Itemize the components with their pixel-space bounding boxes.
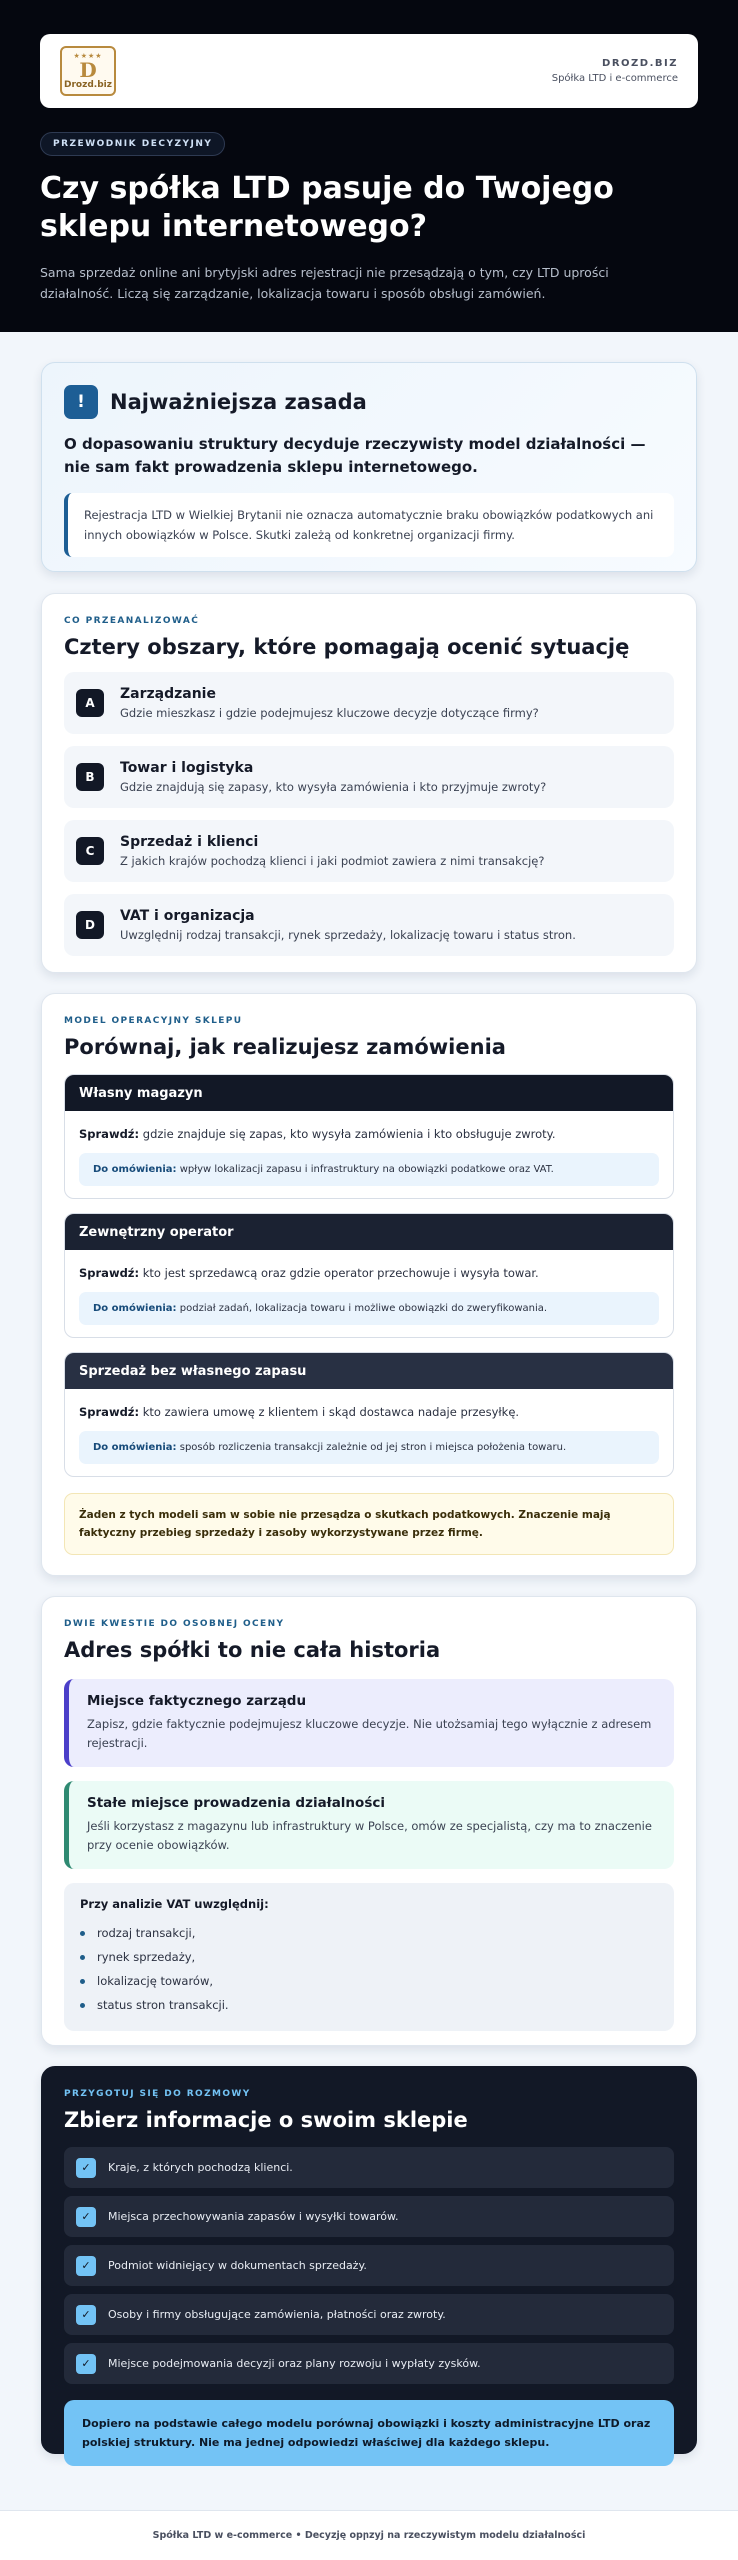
vat-box [64, 1883, 674, 2031]
area-description: Z jakich krajów pochodzą klienci i jaki podmiot zawiera z nimi transakcję? [120, 854, 545, 868]
model-header: Zewnętrzny operator [65, 1214, 673, 1250]
check-text: kto zawiera umowę z klientem i skąd dostawca nadaje przesyłkę. [142, 1405, 520, 1419]
checkmark-icon[interactable]: ✓ [76, 2256, 96, 2276]
area-description: Uwzględnij rodzaj transakcji, rynek sprzedaży, lokalizację towaru i status stron. [120, 928, 576, 942]
bullet-icon [80, 2003, 85, 2008]
hero [0, 0, 738, 332]
brand-info [552, 58, 678, 84]
checklist-item-label: Miejsca przechowywania zapasów i wysyłki towarów. [108, 2210, 399, 2223]
area-item [64, 746, 674, 808]
area-description: Gdzie znajdują się zapasy, kto wysyła zamówienia i kto przyjmuje zwroty? [120, 780, 547, 794]
impact-label: Do omówienia: [93, 1442, 177, 1453]
checklist-item[interactable] [64, 2343, 674, 2384]
list-item [80, 1921, 658, 1945]
check-text: kto jest sprzedawcą oraz gdzie operator przechowuje i wysyła towar. [142, 1266, 539, 1280]
model-panel [64, 1352, 674, 1477]
list-item [80, 1969, 658, 1993]
checklist-item[interactable] [64, 2147, 674, 2188]
brand-bar [40, 34, 698, 108]
footer-text: Spółka LTD w e-commerce • Decyzję opրzyj na rzeczywistym modelu działalności [152, 2530, 586, 2541]
callout-description: Zapisz, gdzie faktycznie podejmujesz kluczowe decyzje. Nie utożsamiaj tego wyłącznie z adresem rejestracji. [87, 1717, 652, 1750]
vat-title: Przy analizie VAT uwzględnij: [80, 1897, 269, 1911]
area-title: Towar i logistyka [120, 760, 254, 776]
checkmark-icon[interactable]: ✓ [76, 2207, 96, 2227]
vat-list [80, 1921, 658, 2017]
area-title: VAT i organizacja [120, 908, 255, 924]
model-check [65, 1111, 673, 1141]
hero-badge: PRZEWODNIK DECYZYJNY [40, 132, 225, 156]
checklist-item-label: Podmiot widniejący w dokumentach sprzedaży. [108, 2259, 367, 2272]
checklist-card [41, 2066, 697, 2454]
models-title: Porównaj, jak realizujesz zamówienia [64, 1035, 506, 1059]
address-eyebrow: DWIE KWESTIE DO OSOBNEJ OCENY [64, 1619, 285, 1629]
brand-subtitle: Spółka LTD i e-commerce [551, 73, 678, 84]
address-card [41, 1596, 697, 2046]
checklist-eyebrow: PRZYGOTUJ SIĘ DO ROZMOWY [64, 2089, 251, 2099]
area-item [64, 672, 674, 734]
area-letter-badge: C [76, 837, 104, 865]
checklist-note: Dopiero na podstawie całego modelu porównaj obowiązki i koszty administracyjne LTD oraz polskiej struktury. Nie ma jednej odpowiedzi właściwej dla każdego sklepu. [64, 2400, 674, 2466]
area-item [64, 894, 674, 956]
address-title: Adres spółki to nie cała historia [64, 1638, 441, 1662]
checklist-item[interactable] [64, 2196, 674, 2237]
area-letter-badge: B [76, 763, 104, 791]
model-impact [79, 1153, 659, 1186]
check-label: Sprawdź: [79, 1266, 140, 1280]
list-item [80, 1945, 658, 1969]
checkmark-icon[interactable]: ✓ [76, 2354, 96, 2374]
brand-logo[interactable] [60, 46, 116, 96]
area-letter-badge: A [76, 689, 104, 717]
list-item-text: rynek sprzedaży, [97, 1950, 196, 1964]
area-letter-badge: D [76, 911, 104, 939]
brand-name: DROZD.BIZ [602, 58, 678, 69]
check-label: Sprawdź: [79, 1405, 140, 1419]
principle-header [64, 385, 674, 419]
model-header: Sprzedaż bez własnego zapasu [65, 1353, 673, 1389]
checklist-item-label: Miejsce podejmowania decyzji oraz plany rozwoju i wypłaty zysków. [108, 2357, 481, 2370]
areas-eyebrow: CO PRZEANALIZOWAĆ [64, 616, 200, 626]
hero-lead: Sama sprzedaż online ani brytyjski adres rejestracji nie przesądzają o tym, czy LTD uprości działalność. Liczą się zarządzanie, lokalizacja towaru i sposób obsługi zamówień. [40, 265, 609, 301]
area-item [64, 820, 674, 882]
list-item-text: status stron transakcji. [97, 1998, 229, 2012]
principle-title: Najważniejsza zasada [110, 390, 367, 414]
area-description: Gdzie mieszkasz i gdzie podejmujesz kluczowe decyzje dotyczące firmy? [120, 706, 539, 720]
list-item-text: lokalizację towarów, [97, 1974, 214, 1988]
areas-card [41, 593, 697, 973]
model-header: Własny magazyn [65, 1075, 673, 1111]
models-card [41, 993, 697, 1576]
checklist-item-label: Kraje, z których pochodzą klienci. [108, 2161, 293, 2174]
principle-card [41, 362, 697, 572]
check-text: gdzie znajduje się zapas, kto wysyła zamówienia i kto obsługuje zwroty. [142, 1127, 556, 1141]
area-title: Sprzedaż i klienci [120, 834, 259, 850]
callout-title: Stałe miejsce prowadzenia działalności [87, 1795, 385, 1811]
bullet-icon [80, 1931, 85, 1936]
area-title: Zarządzanie [120, 686, 216, 702]
models-note: Żaden z tych modeli sam w sobie nie przesądza o skutkach podatkowych. Znaczenie mają faktyczny przebieg sprzedaży i zasoby wykorzystywane przez firmę. [64, 1493, 674, 1555]
model-panel [64, 1074, 674, 1199]
page-title: Czy spółka LTD pasuje do Twojego sklepu internetowego? [40, 171, 614, 244]
checkmark-icon[interactable]: ✓ [76, 2158, 96, 2178]
model-panel [64, 1213, 674, 1338]
areas-title: Cztery obszary, które pomagają ocenić sytuację [64, 635, 630, 659]
model-check [65, 1389, 673, 1419]
model-impact [79, 1431, 659, 1464]
checklist-title: Zbierz informacje o swoim sklepie [64, 2108, 468, 2132]
callout-management [64, 1679, 674, 1767]
impact-text: wpływ lokalizacji zapasu i infrastruktury na obowiązki podatkowe oraz VAT. [179, 1164, 554, 1175]
callout-title: Miejsce faktycznego zarządu [87, 1693, 307, 1709]
star-icon: ★★★★ [73, 52, 103, 60]
exclamation-icon: ! [64, 385, 98, 419]
list-item [80, 1993, 658, 2017]
model-check [65, 1250, 673, 1280]
principle-note: Rejestracja LTD w Wielkiej Brytanii nie oznacza automatycznie braku obowiązków podatkowych ani innych obowiązków w Polsce. Skutki zależą od konkretnej organizacji firmy. [64, 493, 674, 557]
checklist-item-label: Osoby i firmy obsługujące zamówienia, płatności oraz zwroty. [108, 2308, 446, 2321]
logo-text: Drozd.biz [64, 80, 112, 90]
model-impact [79, 1292, 659, 1325]
callout-establishment [64, 1781, 674, 1869]
page-footer [0, 2510, 738, 2560]
impact-label: Do omówienia: [93, 1303, 177, 1314]
impact-text: podział zadań, lokalizacja towaru i możliwe obowiązki do zweryfikowania. [179, 1303, 548, 1314]
checklist-item[interactable] [64, 2294, 674, 2335]
logo-letter: D [79, 58, 97, 82]
models-eyebrow: MODEL OPERACYJNY SKLEPU [64, 1016, 243, 1026]
bullet-icon [80, 1979, 85, 1984]
checklist-item[interactable] [64, 2245, 674, 2286]
impact-label: Do omówienia: [93, 1164, 177, 1175]
impact-text: sposób rozliczenia transakcji zależnie od jej stron i miejsca położenia towaru. [179, 1442, 567, 1453]
check-label: Sprawdź: [79, 1127, 140, 1141]
bullet-icon [80, 1955, 85, 1960]
list-item-text: rodzaj transakcji, [97, 1926, 196, 1940]
checkmark-icon[interactable]: ✓ [76, 2305, 96, 2325]
callout-description: Jeśli korzystasz z magazynu lub infrastruktury w Polsce, omów ze specjalistą, czy ma to znaczenie przy ocenie obowiązków. [87, 1819, 652, 1852]
principle-lead: O dopasowaniu struktury decyduje rzeczywisty model działalności — nie sam fakt prowadzenia sklepu internetowego. [64, 435, 646, 476]
